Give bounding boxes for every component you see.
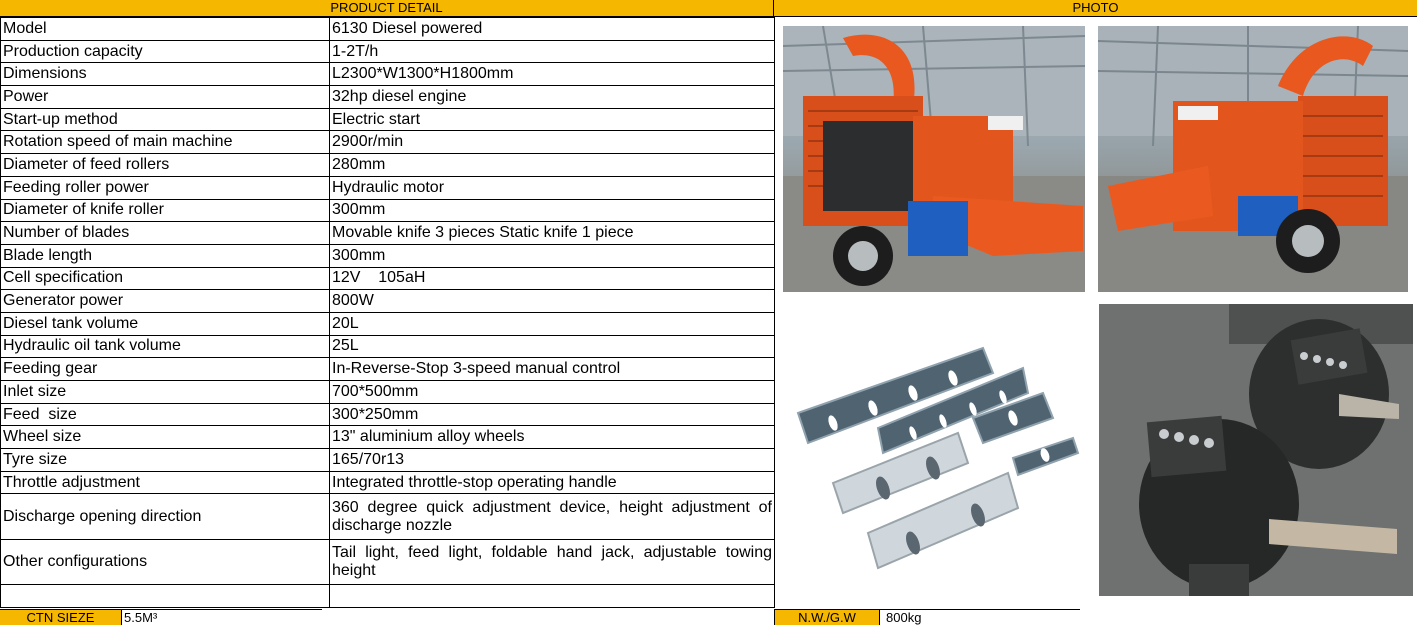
spec-value — [330, 585, 775, 608]
table-row — [1, 449, 775, 472]
table-row — [1, 585, 775, 608]
spec-label: Power — [1, 86, 330, 109]
table-row — [1, 199, 775, 222]
spec-label: Cell specification — [1, 267, 330, 290]
spec-label: Start-up method — [1, 108, 330, 131]
table-row — [1, 63, 775, 86]
spec-value: Integrated throttle-stop operating handle — [330, 471, 775, 494]
product-detail-header: PRODUCT DETAIL — [0, 0, 774, 17]
spec-value: 12V 105aH — [330, 267, 775, 290]
spec-label: Production capacity — [1, 40, 330, 63]
spec-label: Wheel size — [1, 426, 330, 449]
ctn-size-value: 5.5M³ — [122, 609, 322, 625]
spec-label: Model — [1, 18, 330, 41]
table-row — [1, 290, 775, 313]
spec-value: 6130 Diesel powered — [330, 18, 775, 41]
spec-value: 1-2T/h — [330, 40, 775, 63]
spec-value: 13" aluminium alloy wheels — [330, 426, 775, 449]
table-row — [1, 312, 775, 335]
spec-value: Movable knife 3 pieces Static knife 1 piece — [330, 222, 775, 245]
spec-value: 20L — [330, 312, 775, 335]
spec-value: 700*500mm — [330, 381, 775, 404]
table-row — [1, 176, 775, 199]
spec-value: 360 degree quick adjustment device, height adjustment of discharge nozzle — [330, 494, 775, 540]
table-row — [1, 403, 775, 426]
knife-roller-photo — [1099, 304, 1413, 596]
spec-label: Hydraulic oil tank volume — [1, 335, 330, 358]
table-row — [1, 222, 775, 245]
spec-label — [1, 585, 330, 608]
table-row — [1, 267, 775, 290]
table-row — [1, 131, 775, 154]
table-row — [1, 40, 775, 63]
table-row — [1, 18, 775, 41]
table-row — [1, 154, 775, 177]
table-row — [1, 358, 775, 381]
spec-label: Tyre size — [1, 449, 330, 472]
spec-value: Hydraulic motor — [330, 176, 775, 199]
spec-value: L2300*W1300*H1800mm — [330, 63, 775, 86]
table-row — [1, 381, 775, 404]
table-row — [1, 494, 775, 540]
table-row — [1, 335, 775, 358]
spec-table — [0, 17, 775, 608]
spec-label: Discharge opening direction — [1, 494, 330, 540]
spec-label: Feed size — [1, 403, 330, 426]
photo-header: PHOTO — [774, 0, 1417, 17]
spec-label: Diesel tank volume — [1, 312, 330, 335]
wood-chipper-photo-front — [783, 26, 1085, 292]
spec-label: Feeding roller power — [1, 176, 330, 199]
weight-value: 800kg — [880, 609, 1080, 625]
spec-label: Diameter of feed rollers — [1, 154, 330, 177]
blades-photo — [783, 303, 1086, 599]
spec-value: 300mm — [330, 199, 775, 222]
table-row — [1, 86, 775, 109]
spec-label: Dimensions — [1, 63, 330, 86]
spec-label: Diameter of knife roller — [1, 199, 330, 222]
spec-label: Feeding gear — [1, 358, 330, 381]
spec-label: Inlet size — [1, 381, 330, 404]
spec-value: In-Reverse-Stop 3-speed manual control — [330, 358, 775, 381]
spec-value: 2900r/min — [330, 131, 775, 154]
spec-value: Tail light, feed light, foldable hand jack, adjustable towing height — [330, 539, 775, 585]
table-row — [1, 539, 775, 585]
spec-label: Other configurations — [1, 539, 330, 585]
spec-value: 300*250mm — [330, 403, 775, 426]
spec-value: 165/70r13 — [330, 449, 775, 472]
spec-value: 300mm — [330, 244, 775, 267]
weight-label: N.W./G.W — [774, 609, 880, 625]
spec-label: Generator power — [1, 290, 330, 313]
table-row — [1, 244, 775, 267]
spec-label: Rotation speed of main machine — [1, 131, 330, 154]
spec-label: Blade length — [1, 244, 330, 267]
ctn-size-label: CTN SIEZE — [0, 609, 122, 625]
table-row — [1, 426, 775, 449]
spec-value: 800W — [330, 290, 775, 313]
spec-label: Throttle adjustment — [1, 471, 330, 494]
spec-value: 25L — [330, 335, 775, 358]
spec-value: 280mm — [330, 154, 775, 177]
wood-chipper-photo-rear — [1098, 26, 1408, 292]
table-row — [1, 471, 775, 494]
spec-value: 32hp diesel engine — [330, 86, 775, 109]
spec-value: Electric start — [330, 108, 775, 131]
table-row — [1, 108, 775, 131]
spec-label: Number of blades — [1, 222, 330, 245]
